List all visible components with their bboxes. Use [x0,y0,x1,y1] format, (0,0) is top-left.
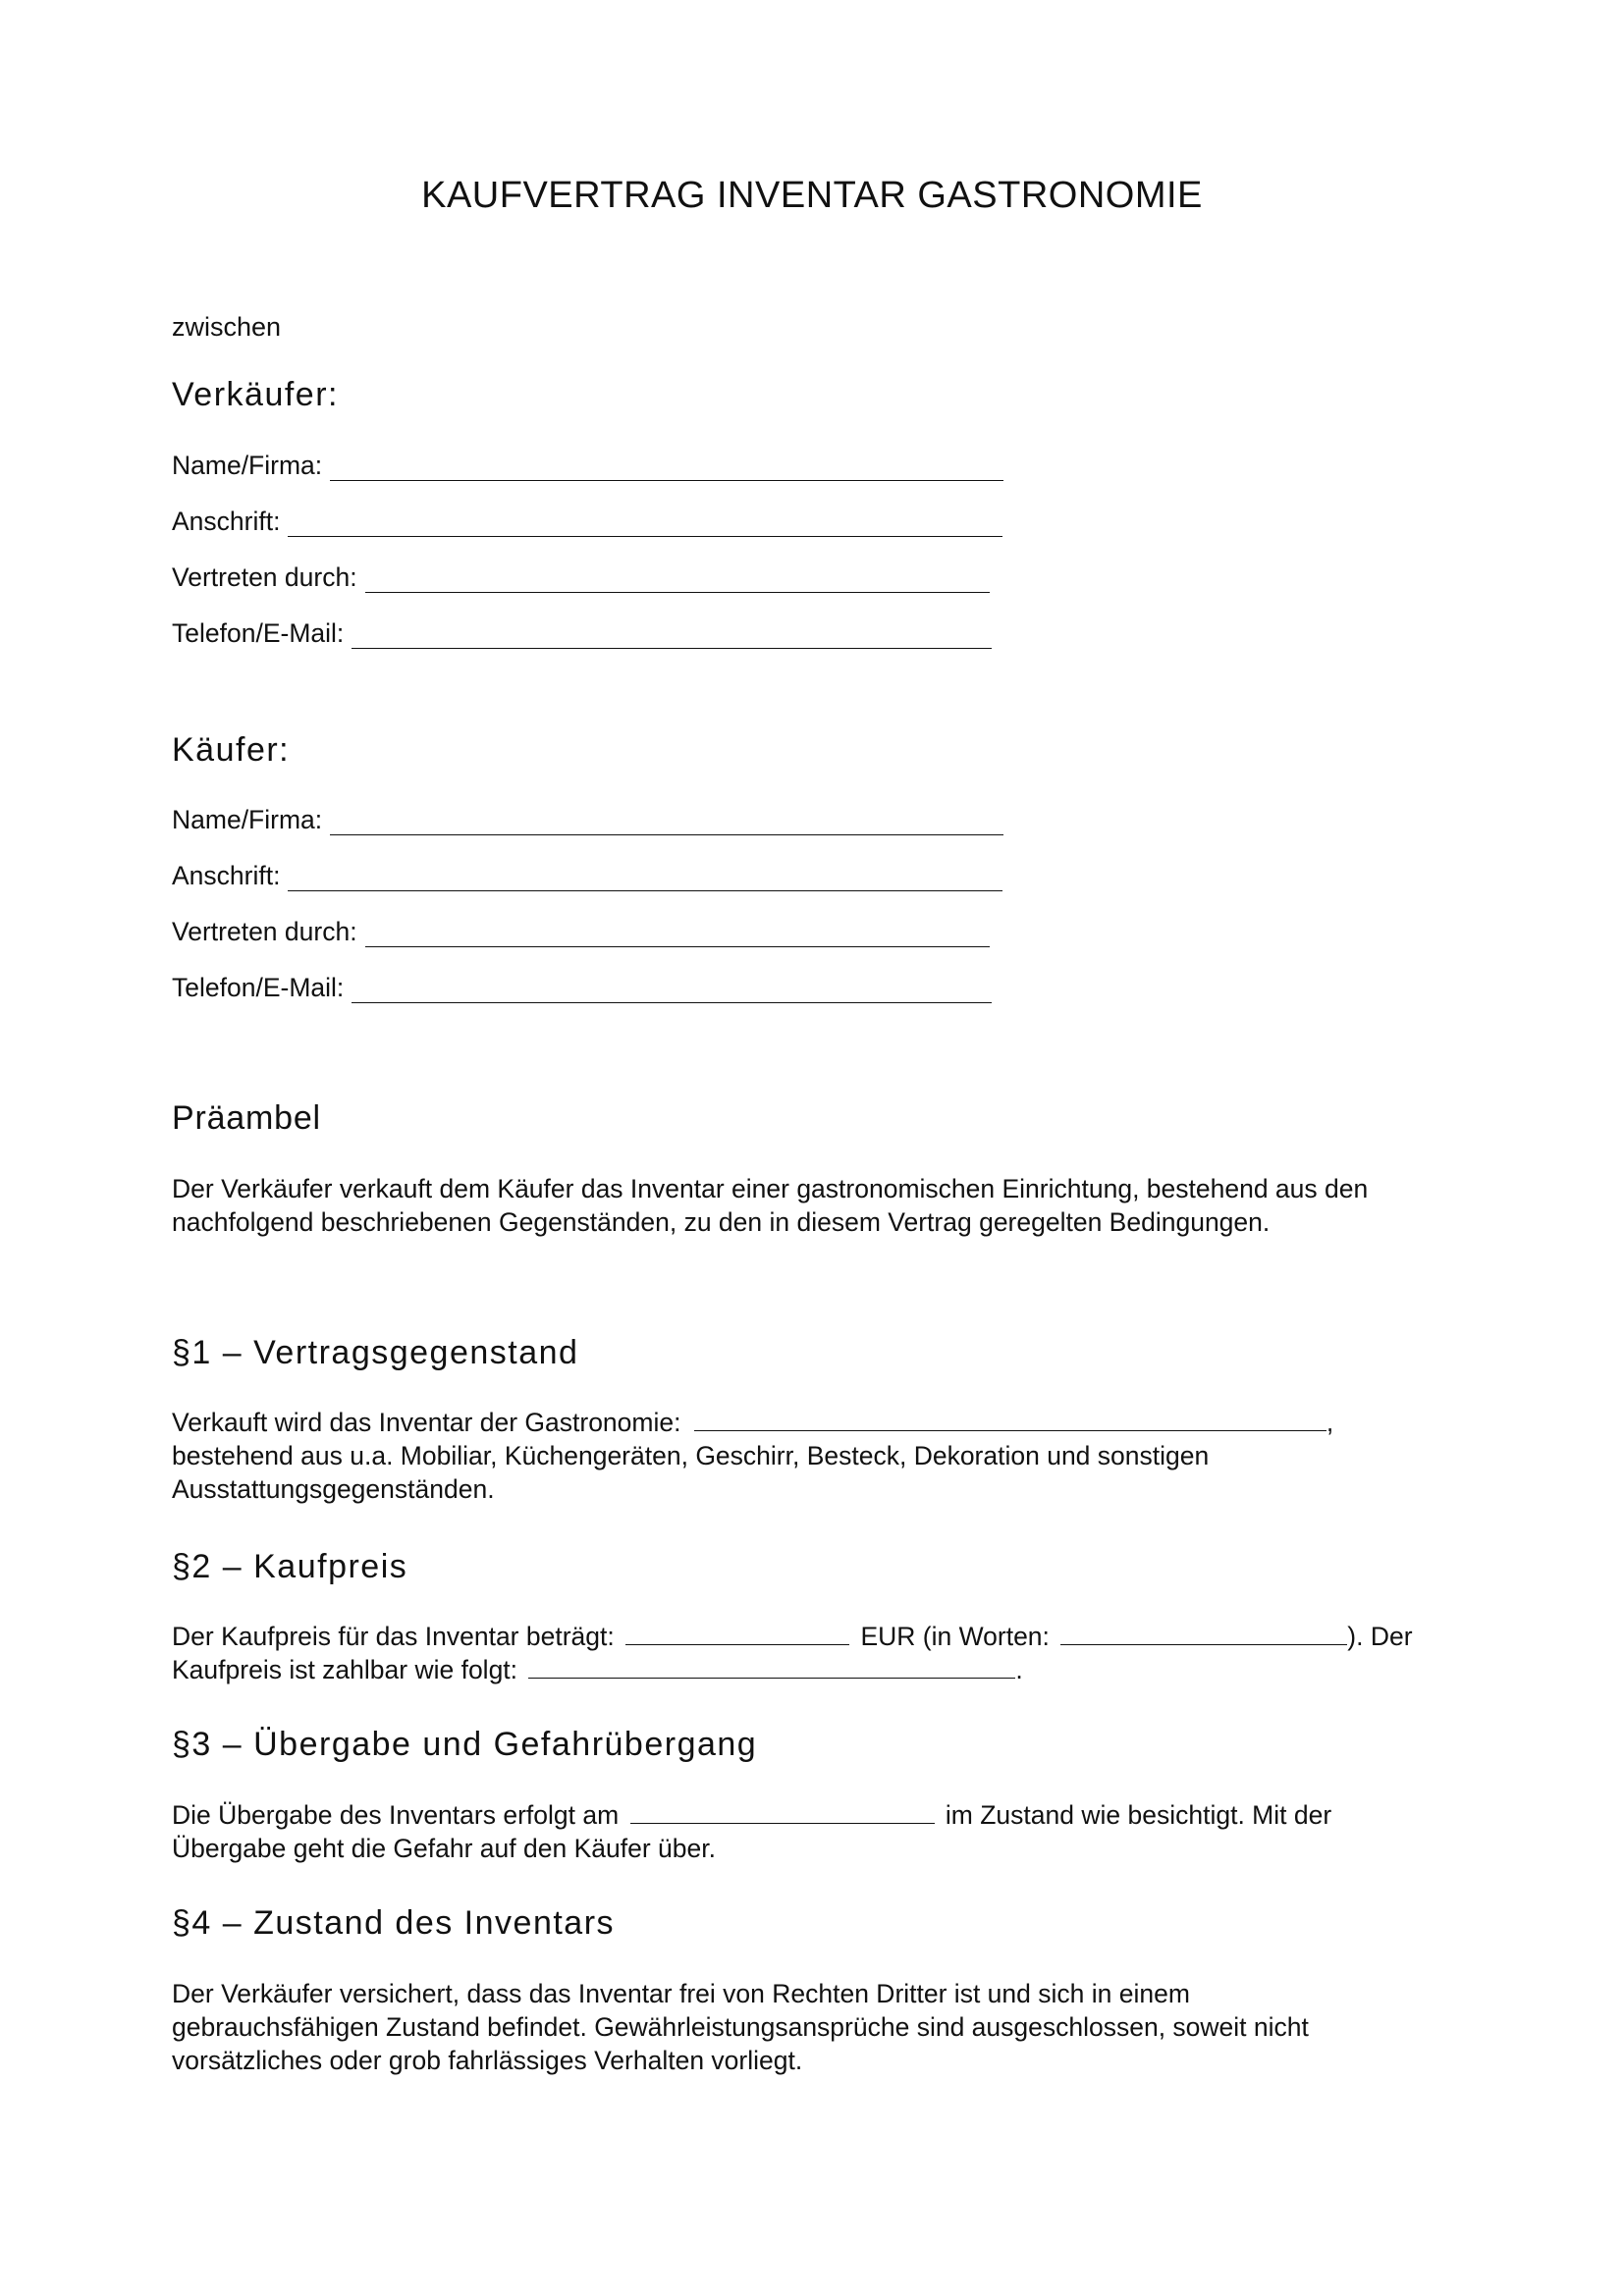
field-label: Vertreten durch: [172,917,357,946]
section-1-line: Ausstattungsgegenständen. [172,1474,495,1504]
document-title: KAUFVERTRAG INVENTAR GASTRONOMIE [421,175,1203,216]
text-segment: Der Kaufpreis für das Inventar beträgt: [172,1622,615,1651]
field-label: Telefon/E-Mail: [172,973,345,1002]
section-1-text [172,1406,1488,1506]
fill-line[interactable] [330,809,1003,835]
fill-line[interactable] [288,865,1002,891]
section-3-line: Übergabe geht die Gefahr auf den Käufer über. [172,1834,716,1863]
fill-line[interactable] [625,1621,849,1645]
text-segment: Kaufpreis ist zahlbar wie folgt: [172,1655,518,1684]
seller-name-field[interactable] [172,448,1003,481]
preamble-line: Der Verkäufer verkauft dem Käufer das Inventar einer gastronomischen Einrichtung, bestehend aus den [172,1174,1369,1203]
field-label: Anschrift: [172,861,281,890]
field-label: Vertreten durch: [172,562,357,592]
text-segment: Verkauft wird das Inventar der Gastronomie: [172,1408,681,1437]
text-segment: EUR (in Worten: [860,1622,1050,1651]
fill-line[interactable] [528,1654,1015,1679]
section-2-heading: §2 – Kaufpreis [172,1548,408,1585]
seller-representative-field[interactable] [172,560,990,593]
section-2-line [172,1620,1488,1653]
section-3-text [172,1798,1488,1865]
preamble-line: nachfolgend beschriebenen Gegenständen, zu den in diesem Vertrag geregelten Bedingungen. [172,1207,1271,1237]
field-label: Telefon/E-Mail: [172,618,345,648]
section-2-line [172,1653,1488,1686]
section-2-text [172,1620,1488,1686]
section-4-text [172,1977,1488,2077]
field-label: Name/Firma: [172,805,323,834]
seller-contact-field[interactable] [172,615,992,649]
text-segment: Die Übergabe des Inventars erfolgt am [172,1800,620,1830]
seller-heading: Verkäufer: [172,376,339,413]
section-4-heading: §4 – Zustand des Inventars [172,1904,616,1942]
section-1-line: bestehend aus u.a. Mobiliar, Küchengeräten, Geschirr, Besteck, Dekoration und sonstigen [172,1441,1210,1470]
preamble-heading: Präambel [172,1099,321,1137]
fill-line[interactable] [630,1799,935,1824]
fill-line[interactable] [352,622,992,649]
fill-line[interactable] [365,566,990,593]
fill-line[interactable] [288,510,1002,537]
section-1-line [172,1406,1488,1439]
section-3-heading: §3 – Übergabe und Gefahrübergang [172,1726,758,1763]
text-segment: im Zustand wie besichtigt. Mit der [945,1800,1332,1830]
fill-line[interactable] [330,454,1003,481]
section-1-heading: §1 – Vertragsgegenstand [172,1334,579,1371]
fill-line[interactable] [694,1407,1326,1431]
section-4-line: Der Verkäufer versichert, dass das Inventar frei von Rechten Dritter ist und sich in einem [172,1979,1190,2008]
field-label: Anschrift: [172,507,281,536]
section-4-line: gebrauchsfähigen Zustand befindet. Gewährleistungsansprüche sind ausgeschlossen, soweit nicht [172,2012,1309,2042]
preamble-text [172,1172,1488,1239]
field-label: Name/Firma: [172,451,323,480]
fill-line[interactable] [1060,1621,1347,1645]
between-text: zwischen [172,312,282,342]
text-segment: , [1326,1408,1334,1437]
fill-line[interactable] [365,921,990,947]
buyer-address-field[interactable] [172,858,1002,891]
text-segment: ). Der [1347,1622,1413,1651]
buyer-representative-field[interactable] [172,914,990,947]
fill-line[interactable] [352,977,992,1003]
buyer-name-field[interactable] [172,802,1003,835]
text-segment: . [1015,1655,1023,1684]
buyer-contact-field[interactable] [172,970,992,1003]
section-4-line: vorsätzliches oder grob fahrlässiges Verhalten vorliegt. [172,2046,803,2075]
section-3-line [172,1798,1488,1832]
buyer-heading: Käufer: [172,731,291,769]
seller-address-field[interactable] [172,504,1002,537]
